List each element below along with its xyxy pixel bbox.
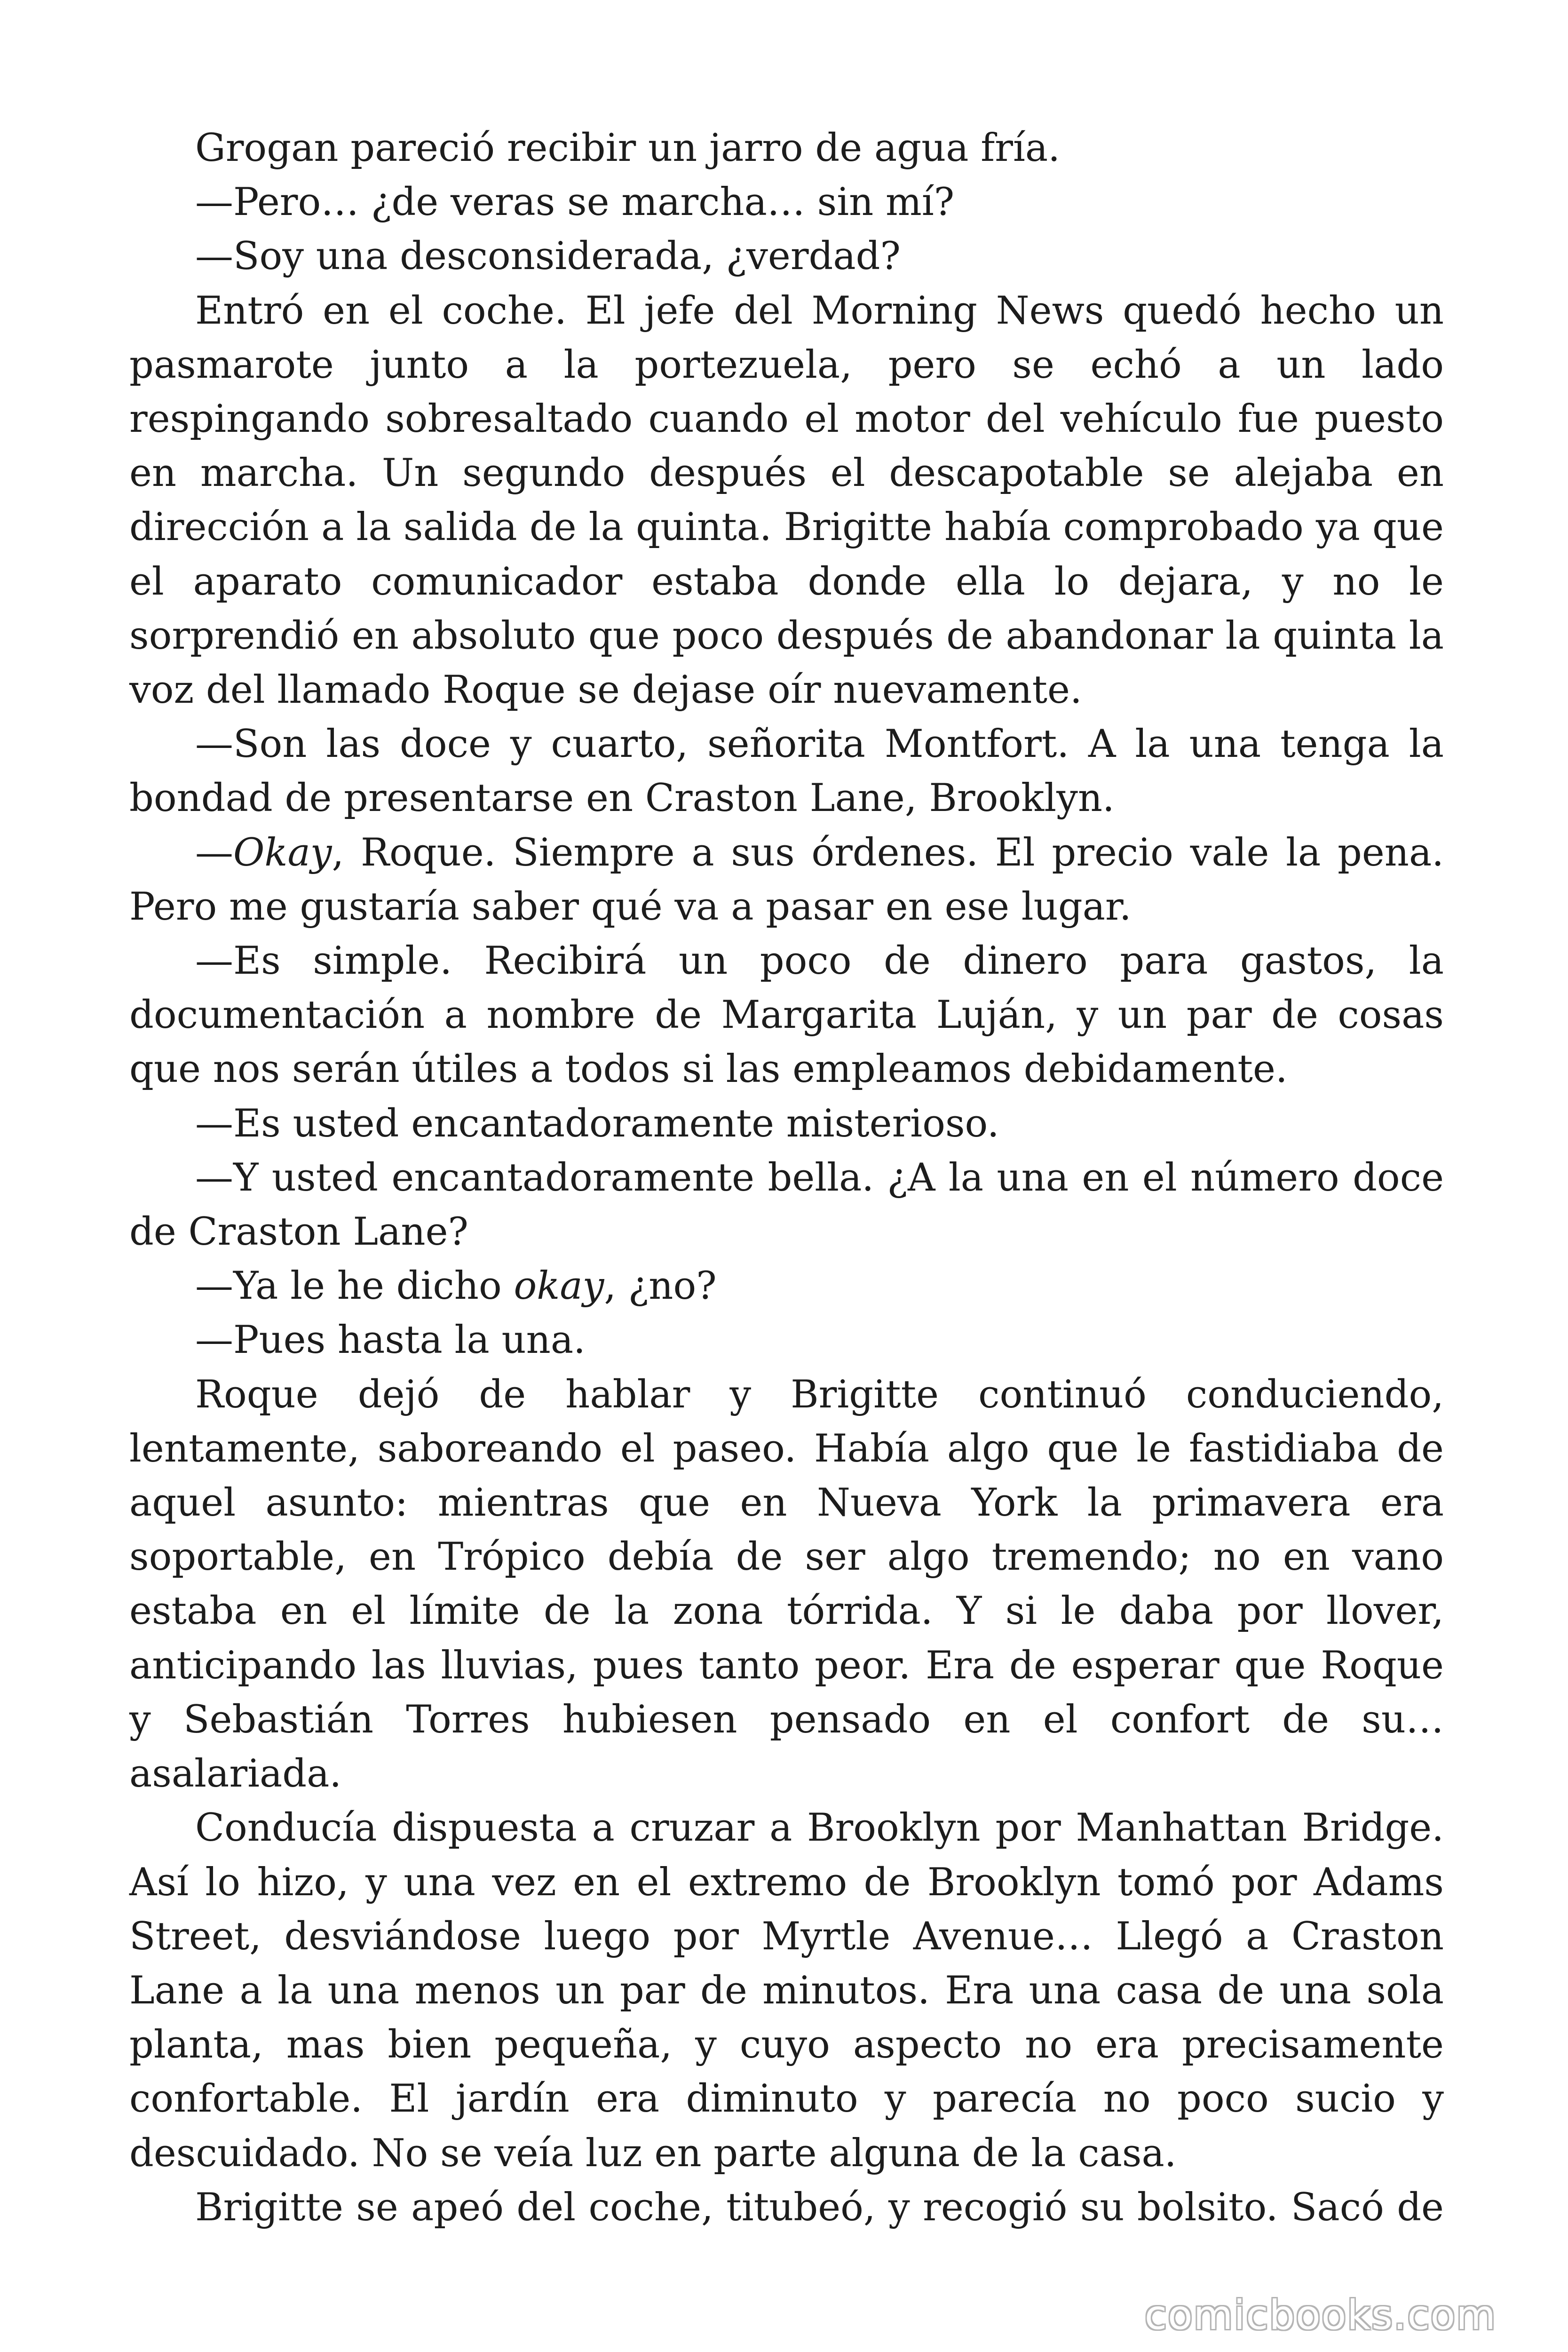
text-segment: —Y usted encantadoramente bella. ¿A la una en el número doce de Craston Lane? bbox=[129, 1155, 1444, 1255]
text-segment: —Soy una desconsiderada, ¿verdad? bbox=[195, 234, 901, 279]
text-segment: — bbox=[195, 830, 233, 875]
site-watermark: comicbooks.com bbox=[1144, 2292, 1497, 2339]
paragraph bbox=[129, 1097, 1444, 1151]
text-segment: —Es simple. Recibirá un poco de dinero para gastos, la documentación a nombre de Margarita Luján, y un par de cosas que nos serán útiles a todos si las empleamos debidamente. bbox=[129, 939, 1444, 1092]
paragraph bbox=[129, 175, 1444, 230]
text-segment: —Pues hasta la una. bbox=[195, 1318, 586, 1363]
text-segment: Conducía dispuesta a cruzar a Brooklyn por Manhattan Bridge. Así lo hizo, y una vez en el extremo de Brooklyn tomó por Adams Street, desviándose luego por Myrtle Avenue… Llegó a Craston Lane a la una menos un par de minutos. Era una casa de una sola planta, mas bien pequeña, y cuyo aspecto no era precisamente confortable. El jardín era diminuto y parecía no poco sucio y descuidado. No se veía luz en parte alguna de la casa. bbox=[129, 1806, 1444, 2176]
text-segment: Grogan pareció recibir un jarro de agua fría. bbox=[195, 126, 1060, 170]
paragraph bbox=[129, 1259, 1444, 1313]
text-segment: —Ya le he dicho bbox=[195, 1264, 514, 1309]
paragraph bbox=[129, 1151, 1444, 1259]
paragraph bbox=[129, 230, 1444, 284]
text-segment: , Roque. Siempre a sus órdenes. El precio vale la pena. Pero me gustaría saber qué va a pasar en ese lugar. bbox=[129, 830, 1444, 929]
paragraph bbox=[129, 1801, 1444, 2180]
italic-text: Okay bbox=[233, 830, 332, 875]
text-segment: Roque dejó de hablar y Brigitte continuó conduciendo, lentamente, saboreando el paseo. Había algo que le fastidiaba de aquel asunto: mientras que en Nueva York la primavera era soportable, en Trópico debía de ser algo tremendo; no en vano estaba en el límite de la zona tórrida. Y si le daba por llover, anticipando las lluvias, pues tanto peor. Era de esperar que Roque y Sebastián Torres hubiesen pensado en el confort de su… asalariada. bbox=[129, 1372, 1444, 1796]
paragraph bbox=[129, 1368, 1444, 1802]
italic-text: okay bbox=[514, 1264, 604, 1309]
paragraph bbox=[129, 717, 1444, 826]
paragraph bbox=[129, 826, 1444, 934]
text-segment: Entró en el coche. El jefe del Morning News quedó hecho un pasmarote junto a la portezuela, pero se echó a un lado respingando sobresaltado cuando el motor del vehículo fue puesto en marcha. Un segundo después el descapotable se alejaba en dirección a la salida de la quinta. Brigitte había comprobado ya que el aparato comunicador estaba donde ella lo dejara, y no le sorprendió en absoluto que poco después de abandonar la quinta la voz del llamado Roque se dejase oír nuevamente. bbox=[129, 288, 1444, 713]
paragraph bbox=[129, 2181, 1444, 2235]
text-segment: —Son las doce y cuarto, señorita Montfort. A la una tenga la bondad de presentarse en Craston Lane, Brooklyn. bbox=[129, 722, 1444, 821]
text-segment: , ¿no? bbox=[604, 1264, 717, 1309]
paragraph bbox=[129, 284, 1444, 718]
body-text bbox=[129, 121, 1444, 2235]
paragraph bbox=[129, 934, 1444, 1097]
text-segment: Brigitte se apeó del coche, titubeó, y recogió su bolsito. Sacó de bbox=[195, 2185, 1444, 2230]
text-segment: —Pero… ¿de veras se marcha… sin mí? bbox=[195, 180, 955, 225]
paragraph bbox=[129, 1313, 1444, 1367]
text-segment: —Es usted encantadoramente misterioso. bbox=[195, 1101, 999, 1146]
paragraph bbox=[129, 121, 1444, 175]
